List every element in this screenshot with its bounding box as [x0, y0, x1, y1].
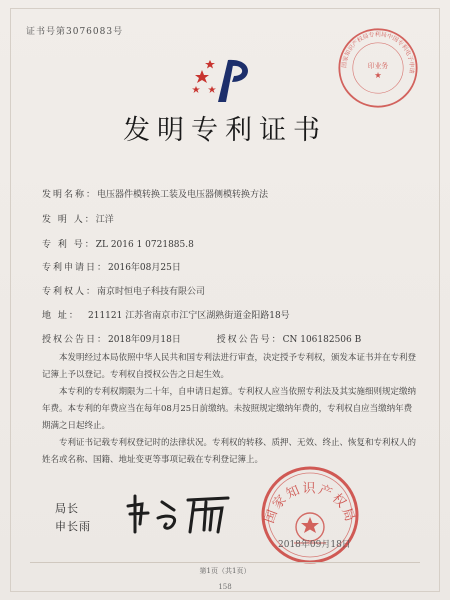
field-label: 地 址：: [42, 311, 80, 321]
field-filing-date: [42, 260, 181, 273]
body-paragraph: 本专利的专利权期限为二十年，自申请日起算。专利权人应当依照专利法及其实施细则规定缴纳年费。本专利的年费应当在每年08月25日前缴纳。未按照规定缴纳年费的，专利权自应当缴纳年费期满之日起终止。: [42, 387, 417, 431]
page-number: 158: [218, 583, 232, 591]
field-value: 2016年08月25日: [108, 263, 181, 273]
field-label: 专利权人：: [42, 287, 98, 297]
field-value: 南京时恒电子科技有限公司: [97, 287, 206, 297]
field-label: 发明名称：: [42, 190, 98, 200]
notice-number: CN 106182506 B: [282, 335, 362, 345]
national-seal-icon: [260, 465, 360, 565]
field-patentee: [42, 284, 205, 297]
issue-date: 2018年09月18日: [278, 540, 351, 550]
top-right-seal-icon: [336, 26, 420, 110]
field-address: [42, 308, 290, 321]
page-indicator: 第1页（共1页）: [199, 567, 251, 575]
auth-date: 2018年09月18日: [108, 335, 181, 345]
field-value: 电压器件模转换工装及电压器侧模转换方法: [97, 190, 269, 200]
certificate-title: 发明专利证书: [123, 115, 327, 146]
svg-text:★: ★: [374, 70, 382, 81]
field-authorization: [42, 332, 361, 345]
top-right-seal-center: 印业务: [367, 62, 389, 70]
national-seal-text: 国家知识产权局: [262, 481, 358, 526]
field-label: 发 明 人：: [42, 215, 96, 225]
field-label: 专 利 号：: [42, 240, 96, 250]
field-label: 专利申请日：: [42, 263, 109, 273]
field-invention-name: [42, 187, 268, 200]
field-patent-number: [42, 237, 194, 250]
footer-divider: [30, 562, 420, 563]
field-value: 211121 江苏省南京市江宁区湖熟街道金阳路18号: [88, 311, 290, 321]
certificate-body: [42, 350, 420, 469]
field-value: ZL 2016 1 0721885.8: [95, 240, 194, 250]
body-paragraph: 专利证书记载专利权登记时的法律状况。专利权的转移、质押、无效、终止、恢复和专利权人的姓名或名称、国籍、地址变更等事项记载在专利登记簿上。: [42, 438, 417, 465]
signature-name-printed: 申长雨: [55, 520, 91, 533]
certificate-number: 证书号第3076083号: [26, 27, 124, 37]
body-paragraph: 本发明经过本局依照中华人民共和国专利法进行审查，决定授予专利权，颁发本证书并在专利登记簿上予以登记。专利权自授权公告之日起生效。: [42, 353, 417, 380]
top-right-seal-text: 国家知识产权局专利局中国专利电子申请: [341, 32, 415, 74]
field-value: 江洋: [95, 215, 114, 225]
field-inventor: [42, 212, 114, 225]
signature-title: 局长: [55, 502, 79, 515]
director-signature-icon: [118, 488, 238, 538]
cnipa-logo-icon: [188, 52, 258, 107]
field-label: 授权公告日：: [42, 335, 109, 345]
notice-label: 授权公告号：: [216, 335, 283, 345]
